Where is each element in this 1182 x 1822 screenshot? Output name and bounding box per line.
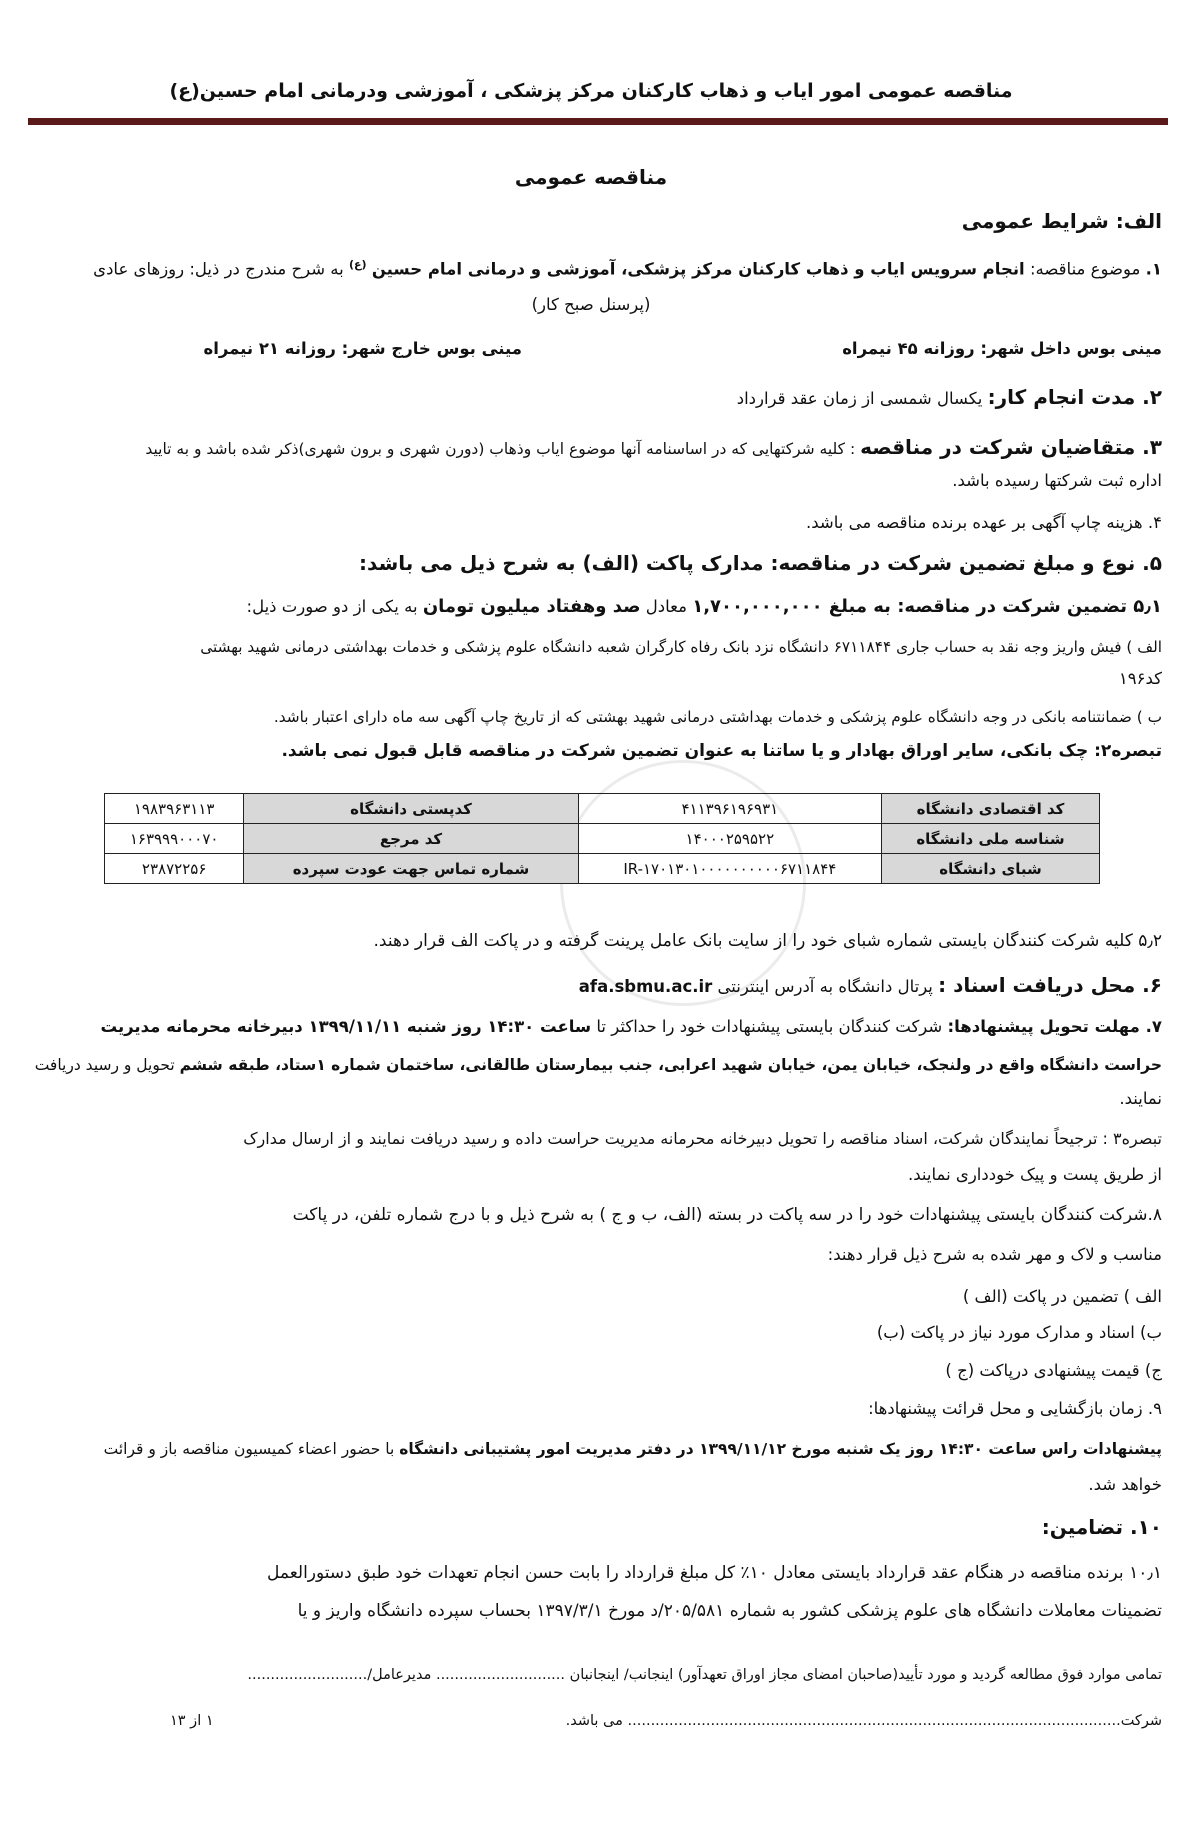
table-value: ۱۴۰۰۰۲۵۹۵۲۲ [578,824,881,854]
item-1-sup: (ع) [349,258,367,271]
item-6 [20,974,1162,998]
item-5-1-a-line2: کد۱۹۶ [1118,669,1162,688]
page-number: ۱ از ۱۳ [170,1713,214,1729]
footer-confirmation: تمامی موارد فوق مطالعه گردید و مورد تأیید(صاحبان امضای مجاز اوراق تعهدآور) اینجانب/ اینجانبان ............................ مدیرعامل/.......................... [247,1667,1162,1683]
item-5-1-amount: ۵٫۱ تضمین شرکت در مناقصه: به مبلغ ۱,۷۰۰,۰۰۰,۰۰۰ [692,596,1162,617]
item-10-1-line2: تضمینات معاملات دانشگاه های علوم پزشکی کشور به شماره ۲۰۵/۵۸۱/د مورخ ۱۳۹۷/۳/۱ بحساب سپرده دانشگاه واریز و یا [297,1601,1162,1621]
table-value: IR-۱۷۰۱۳۰۱۰۰۰۰۰۰۰۰۰۰۶۷۱۱۸۴۴ [578,854,881,884]
item-7-label: ۷. مهلت تحویل پیشنهادها: [947,1017,1162,1036]
table-row [105,794,1100,824]
item-9-time: پیشنهادات راس ساعت ۱۴:۳۰ روز یک شنبه مورخ ۱۳۹۹/۱۱/۱۲ در دفتر مدیریت امور پشتیبانی دانشگاه [399,1440,1162,1458]
item-1-line2: (پرسنل صبح کار) [531,295,651,314]
item-7-address: حراست دانشگاه واقع در ولنجک، خیابان یمن، خیابان شهید اعرابی، جنب بیمارستان طالقانی، ساختمان شماره ۱ستاد، طبقه ششم [179,1056,1162,1074]
item-7-line2-rest: تحویل و رسید دریافت [34,1056,175,1074]
table-value: ۱۹۸۳۹۶۳۱۱۳ [105,794,244,824]
page-header: مناقصه عمومی امور ایاب و ذهاب کارکنان مرکز پزشکی ، آموزشی ودرمانی امام حسین(ع) [169,80,1013,102]
item-5-1-mid: معادل [645,597,687,616]
item-6-url: afa.sbmu.ac.ir [578,977,713,996]
item-5-1-rest: به یکی از دو صورت ذیل: [246,597,418,616]
item-8-a: الف ) تضمین در پاکت (الف ) [962,1287,1162,1306]
item-4: ۴. هزینه چاپ آگهی بر عهده برنده مناقصه می باشد. [806,513,1162,532]
header-rule [28,118,1168,125]
item-3 [20,436,1162,460]
table-label: کد مرجع [244,824,578,854]
item-10-1: ۱۰٫۱ برنده مناقصه در هنگام عقد قرارداد بایستی معادل ۱۰٪ کل مبلغ قرارداد را بابت حسن انجام تعهدات خود طبق دستورالعمل [267,1563,1162,1583]
item-5-1-words: صد وهفتاد میلیون تومان [422,596,641,617]
item-5-2: ۵٫۲ کلیه شرکت کنندگان بایستی شماره شبای خود را از سایت بانک عامل پرینت گرفته و در پاکت الف قرار دهند. [373,931,1162,951]
item-7-line2 [20,1054,1162,1076]
item-1-subject: انجام سرویس ایاب و ذهاب کارکنان مرکز پزشکی، آموزشی و درمانی امام حسین [371,259,1025,279]
item-1-number: ۱. [1145,259,1162,279]
item-6-label: ۶. محل دریافت اسناد : [938,973,1162,997]
item-3-label: ۳. متقاضیان شرکت در مناقصه [860,435,1162,459]
item-9-line2: خواهد شد. [1088,1475,1162,1494]
item-6-text: پرتال دانشگاه به آدرس اینترنتی [717,977,933,996]
section-a-heading: الف: شرایط عمومی [961,209,1162,233]
item-10: ۱۰. تضامین: [1041,1515,1162,1539]
item-9-details [20,1438,1162,1460]
item-7 [20,1016,1162,1038]
item-8-line2: مناسب و لاک و مهر شده به شرح ذیل قرار دهند: [827,1245,1162,1264]
item-7-line3: نمایند. [1119,1089,1162,1108]
minibus-out: مینی بوس خارج شهر: روزانه ۲۱ نیمراه [203,339,522,358]
table-row [105,824,1100,854]
table-row [105,854,1100,884]
minibus-in-text: مینی بوس داخل شهر: روزانه ۴۵ نیمراه [842,339,1162,358]
item-5-1 [20,596,1162,618]
table-label: شبای دانشگاه [881,854,1099,884]
item-9-rest: با حضور اعضاء کمیسیون مناقصه باز و قرائت [103,1440,395,1458]
table-label: کدپستی دانشگاه [244,794,578,824]
footer-company: شرکت........................................................................................................... می باشد. [565,1713,1162,1729]
university-info-table [104,793,1100,884]
item-5: ۵. نوع و مبلغ تضمین شرکت در مناقصه: مدارک پاکت (الف) به شرح ذیل می باشد: [359,551,1162,575]
note-3-line2: از طریق پست و پیک خودداری نمایند. [908,1165,1162,1184]
table-label: شناسه ملی دانشگاه [881,824,1099,854]
item-2 [20,386,1162,410]
table-value: ۲۳۸۷۲۲۵۶ [105,854,244,884]
item-1-label: موضوع مناقصه: [1029,259,1141,279]
note-3: تبصره۳ : ترجیحاً نمایندگان شرکت، اسناد مناقصه را تحویل دبیرخانه محرمانه مدیریت حراست داده و رسید دریافت نمایند و از ارسال مدارک [243,1129,1162,1148]
table-label: کد اقتصادی دانشگاه [881,794,1099,824]
note-2: تبصره۲: چک بانکی، سایر اوراق بهادار و یا ساتنا به عنوان تضمین شرکت در مناقصه قابل قبول نمی باشد. [281,741,1162,761]
table-label: شماره تماس جهت عودت سپرده [244,854,578,884]
table-value: ۱۶۳۹۹۹۰۰۰۷۰ [105,824,244,854]
item-5-1-a: الف ) فیش واریز وجه نقد به حساب جاری ۶۷۱۱۸۴۴ دانشگاه نزد بانک رفاه کارگران شعبه دانشگاه علوم پزشکی و خدمات بهداشتی درمانی شهید بهشتی [200,638,1162,656]
item-3-line2: اداره ثبت شرکتها رسیده باشد. [952,471,1162,490]
item-8: ۸.شرکت کنندگان بایستی پیشنهادات خود را در سه پاکت در بسته (الف، ب و ج ) به شرح ذیل و با درج شماره تلفن، در پاکت [292,1205,1162,1225]
item-5-1-b: ب ) ضمانتنامه بانکی در وجه دانشگاه علوم پزشکی و خدمات بهداشتی درمانی شهید بهشتی که از تاریخ چاپ آگهی سه ماه دارای اعتبار باشد. [273,708,1162,726]
item-1-rest: به شرح مندرج در ذیل: روزهای عادی [93,259,344,279]
item-8-b: ب) اسناد و مدارک مورد نیاز در پاکت (ب) [876,1323,1162,1342]
item-1 [20,254,1162,281]
main-title: مناقصه عمومی [514,165,668,189]
item-2-text: یکسال شمسی از زمان عقد قرارداد [736,389,983,408]
item-8-c: ج) قیمت پیشنهادی درپاکت (ج ) [945,1361,1162,1380]
item-3-text: : کلیه شرکتهایی که در اساسنامه آنها موضوع ایاب وذهاب (دورن شهری و برون شهری)ذکر شده باشد و به تایید [145,440,856,458]
item-7-text: شرکت کنندگان بایستی پیشنهادات خود را حداکثر تا [596,1017,943,1036]
table-value: ۴۱۱۳۹۶۱۹۶۹۳۱ [578,794,881,824]
item-2-label: ۲. مدت انجام کار: [987,385,1162,409]
item-9: ۹. زمان بازگشایی و محل قرائت پیشنهادها: [868,1399,1162,1418]
item-7-deadline: ساعت ۱۴:۳۰ روز شنبه ۱۳۹۹/۱۱/۱۱ دبیرخانه محرمانه مدیریت [100,1017,592,1036]
